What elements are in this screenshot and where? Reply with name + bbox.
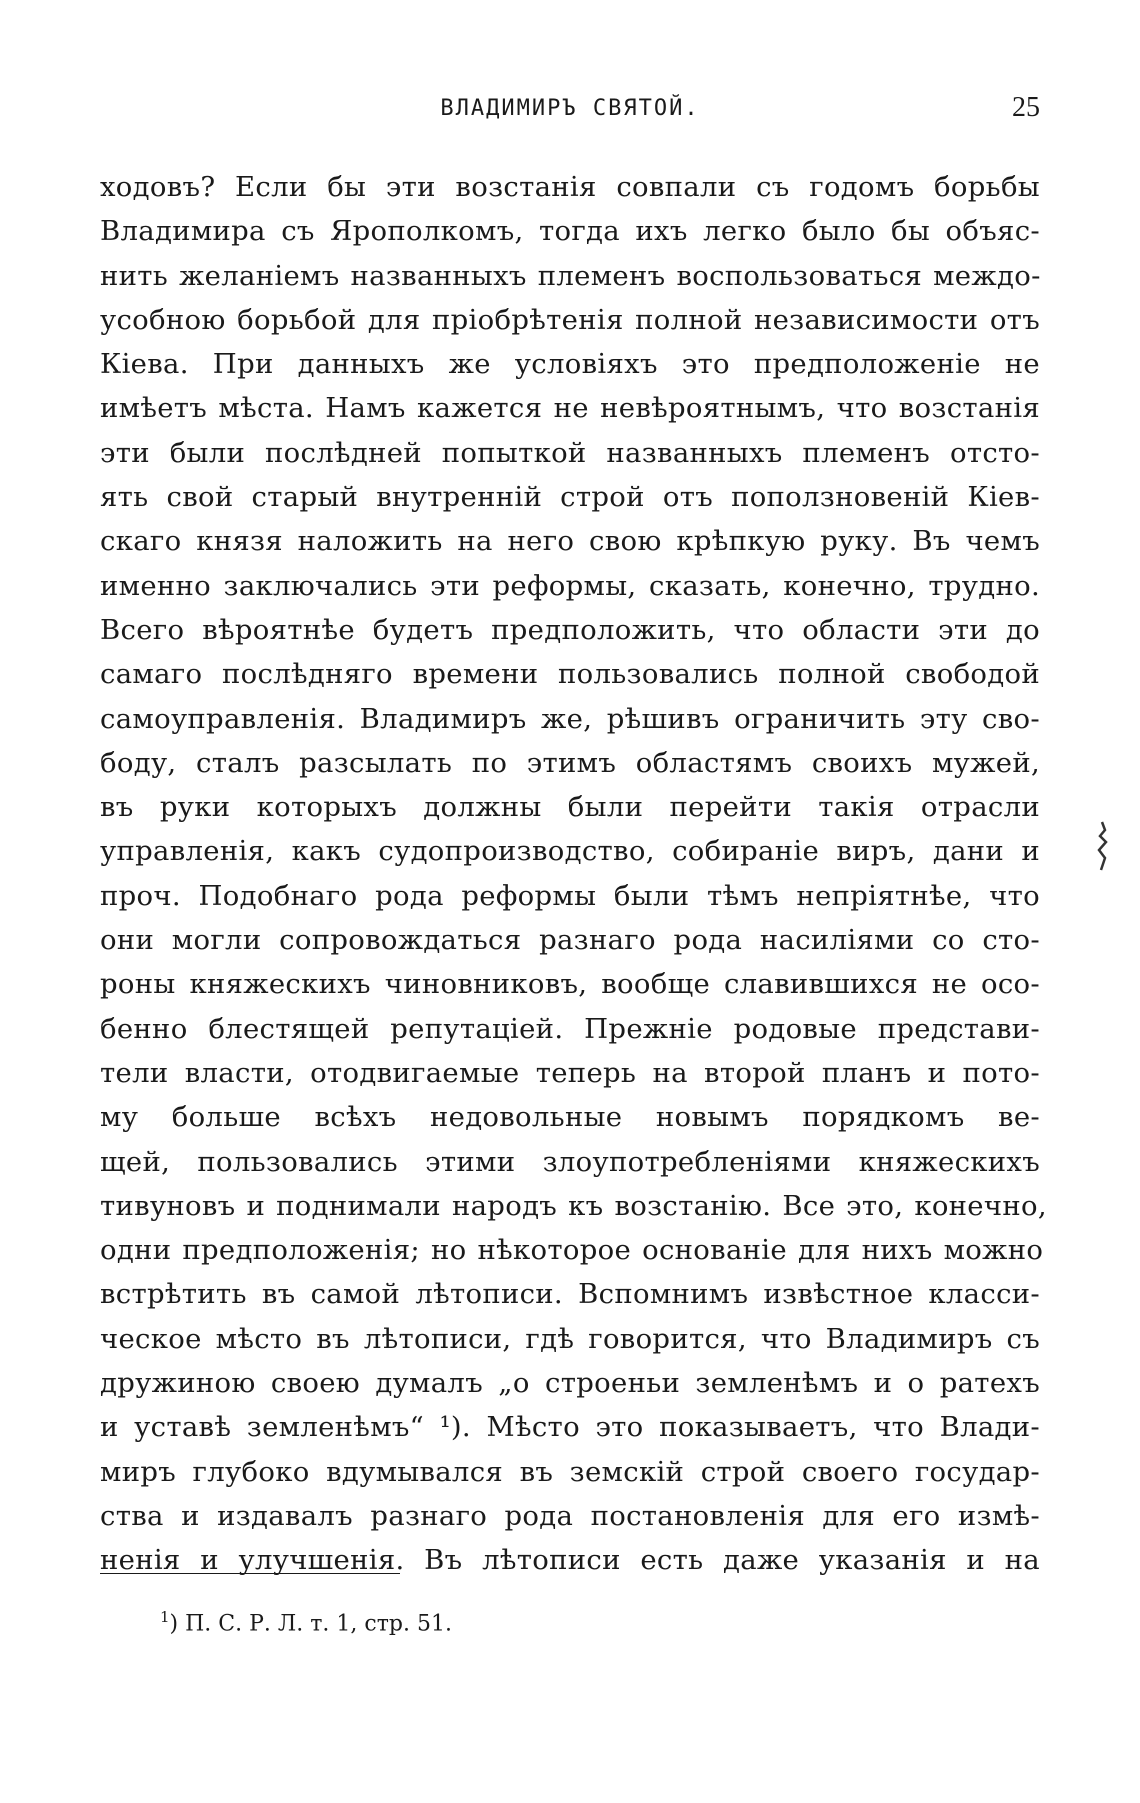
text-line: Кіева. При данныхъ же условіяхъ это предположеніе не — [100, 348, 1040, 381]
text-line: му больше всѣхъ недовольные новымъ порядкомъ ве- — [100, 1101, 1040, 1134]
text-line: нить желаніемъ названныхъ племенъ воспользоваться междо- — [100, 259, 1041, 292]
text-line: Всего вѣроятнѣе будетъ предположить, что области эти до — [100, 613, 1040, 646]
body-text — [100, 165, 1047, 1583]
footnote-divider — [100, 1573, 400, 1574]
text-line: въ руки которыхъ должны были перейти такія отрасли — [100, 791, 1040, 824]
text-line: ходовъ? Если бы эти возстанія совпали съ годомъ борьбы — [100, 171, 1040, 203]
text-line: дружиною своею думалъ „о строеньи земленѣмъ и о ратехъ — [100, 1367, 1040, 1400]
page-number: 25 — [1012, 92, 1040, 123]
text-line: скаго князя наложить на него свою крѣпкую руку. Въ чемъ — [100, 525, 1040, 558]
text-line: управленія, какъ судопроизводство, собираніе виръ, дани и — [100, 835, 1040, 868]
text-line: эти были послѣдней попыткой названныхъ племенъ отсто- — [100, 436, 1040, 469]
text-line: они могли сопровождаться разнаго рода насиліями со сто- — [100, 924, 1040, 957]
text-line: ять свой старый внутренній строй отъ поползновеній Кіев- — [100, 481, 1040, 514]
footnote-marker: 1 — [160, 1608, 170, 1626]
text-line: имѣетъ мѣста. Намъ кажется не невѣроятнымъ, что возстанія — [100, 392, 1040, 425]
running-title: ВЛАДИМИРЪ СВЯТОЙ. — [440, 96, 700, 121]
text-line: ства и издавалъ разнаго рода постановленія для его измѣ- — [100, 1499, 1040, 1532]
text-line: бенно блестящей репутаціей. Прежніе родовые представи- — [100, 1012, 1040, 1045]
text-line: тивуновъ и поднимали народъ къ возстанію. Все это, конечно, — [100, 1189, 1047, 1222]
text-line: встрѣтить въ самой лѣтописи. Вспомнимъ извѣстное класси- — [100, 1278, 1040, 1311]
text-line: роны княжескихъ чиновниковъ, вообще славившихся не осо- — [100, 968, 1040, 1001]
text-line: самаго послѣдняго времени пользовались полной свободой — [100, 658, 1040, 691]
text-line: самоуправленія. Владимиръ же, рѣшивъ ограничить эту сво- — [100, 702, 1040, 735]
text-line: миръ глубоко вдумывался въ земскій строй своего государ- — [100, 1455, 1040, 1488]
text-line: тели власти, отодвигаемые теперь на второй планъ и пото- — [100, 1056, 1040, 1089]
text-line: именно заключались эти реформы, сказать, конечно, трудно. — [100, 569, 1040, 602]
text-line: и уставѣ земленѣмъ“ ¹). Мѣсто это показываетъ, что Влади- — [100, 1411, 1040, 1444]
text-line: ческое мѣсто въ лѣтописи, гдѣ говорится, что Владимиръ съ — [100, 1322, 1040, 1355]
margin-ink-mark — [1094, 820, 1110, 872]
running-head — [100, 92, 1040, 128]
footnote — [160, 1608, 452, 1636]
text-line: усобною борьбой для пріобрѣтенія полной независимости отъ — [100, 303, 1040, 336]
text-line: Владимира съ Ярополкомъ, тогда ихъ легко было бы объяс- — [100, 215, 1040, 248]
text-line: ненія и улучшенія. Въ лѣтописи есть даже указанія и на — [100, 1544, 1040, 1577]
text-line: боду, сталъ разсылать по этимъ областямъ своихъ мужей, — [100, 746, 1040, 779]
footnote-text: ) П. С. Р. Л. т. 1, стр. 51. — [169, 1611, 452, 1637]
text-line: проч. Подобнаго рода реформы были тѣмъ непріятнѣе, что — [100, 879, 1040, 912]
text-line: одни предположенія; но нѣкоторое основаніе для нихъ можно — [100, 1234, 1044, 1267]
text-line: щей, пользовались этими злоупотребленіями княжескихъ — [100, 1145, 1040, 1178]
